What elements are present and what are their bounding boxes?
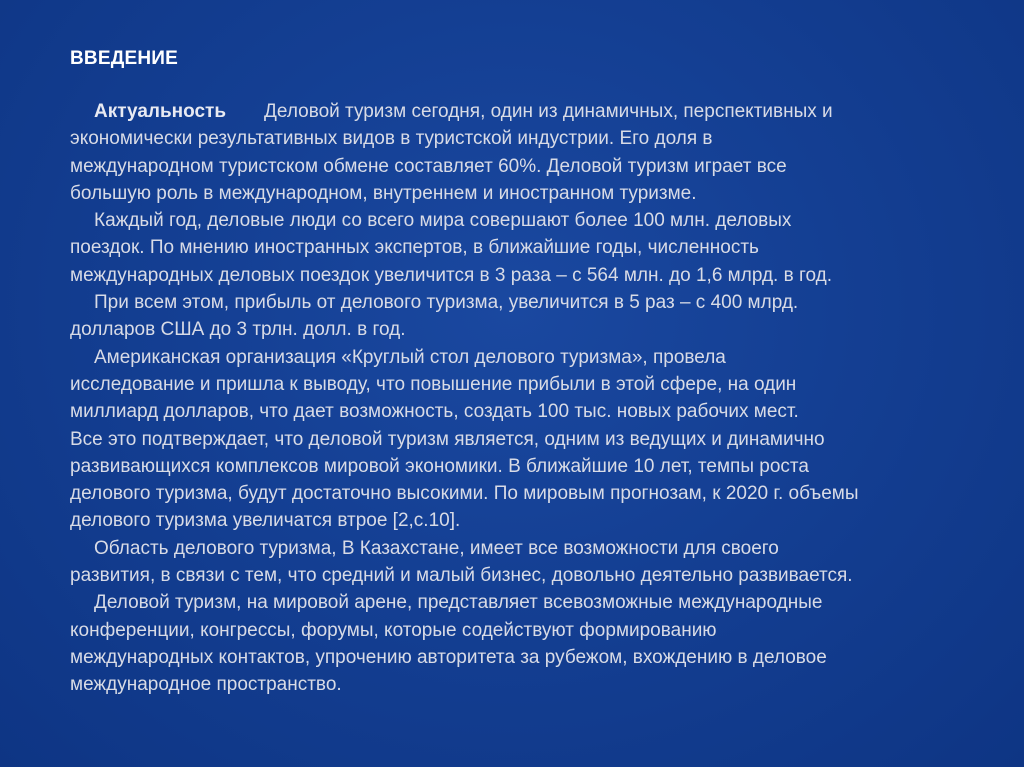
paragraph-line: развития, в связи с тем, что средний и малый бизнес, довольно деятельно развивается. (70, 565, 853, 587)
paragraph-line: поездок. По мнению иностранных экспертов, в ближайшие годы, численность (70, 237, 759, 259)
paragraph-line: миллиард долларов, что дает возможность, создать 100 тыс. новых рабочих мест. (70, 401, 799, 423)
lead-word: Актуальность (94, 101, 227, 122)
paragraph-line: международных контактов, упрочению авторитета за рубежом, вхождению в деловое (70, 646, 827, 668)
paragraph-line: Деловой туризм, на мировой арене, представляет всевозможные международные (94, 592, 823, 614)
paragraph-line: Американская организация «Круглый стол делового туризма», провела (94, 346, 726, 368)
paragraph-line: международном туристском обмене составляет 60%. Деловой туризм играет все (70, 155, 787, 177)
paragraph-line: Каждый год, деловые люди со всего мира совершают более 100 млн. деловых (94, 210, 792, 232)
paragraph-line: Все это подтверждает, что деловой туризм является, одним из ведущих и динамично (70, 428, 825, 450)
paragraph-text: Деловой туризм сегодня, один из динамичных, перспективных и (264, 101, 833, 122)
paragraph-line: долларов США до 3 трлн. долл. в год. (70, 319, 406, 341)
paragraph-line: большую роль в международном, внутреннем и иностранном туризме. (70, 182, 697, 204)
paragraph-line (70, 98, 990, 125)
paragraph-line: Область делового туризма, В Казахстане, имеет все возможности для своего (94, 537, 779, 559)
body-text (70, 98, 990, 699)
paragraph-line: международное пространство. (70, 674, 342, 696)
paragraph-line: экономически результативных видов в туристской индустрии. Его доля в (70, 128, 713, 150)
paragraph-line: делового туризма увеличатся втрое [2,с.10]. (70, 510, 461, 532)
paragraph-line: международных деловых поездок увеличится в 3 раза – с 564 млн. до 1,6 млрд. в год. (70, 264, 832, 286)
paragraph-line: исследование и пришла к выводу, что повышение прибыли в этой сфере, на один (70, 373, 797, 395)
paragraph-line: конференции, конгрессы, форумы, которые содействуют формированию (70, 619, 717, 641)
page-title: ВВЕДЕНИЕ (70, 48, 178, 69)
paragraph-line: При всем этом, прибыль от делового туризма, увеличится в 5 раз – с 400 млрд. (94, 292, 799, 314)
paragraph-line: делового туризма, будут достаточно высокими. По мировым прогнозам, к 2020 г. объемы (70, 483, 859, 505)
paragraph-line: развивающихся комплексов мировой экономики. В ближайшие 10 лет, темпы роста (70, 455, 809, 477)
